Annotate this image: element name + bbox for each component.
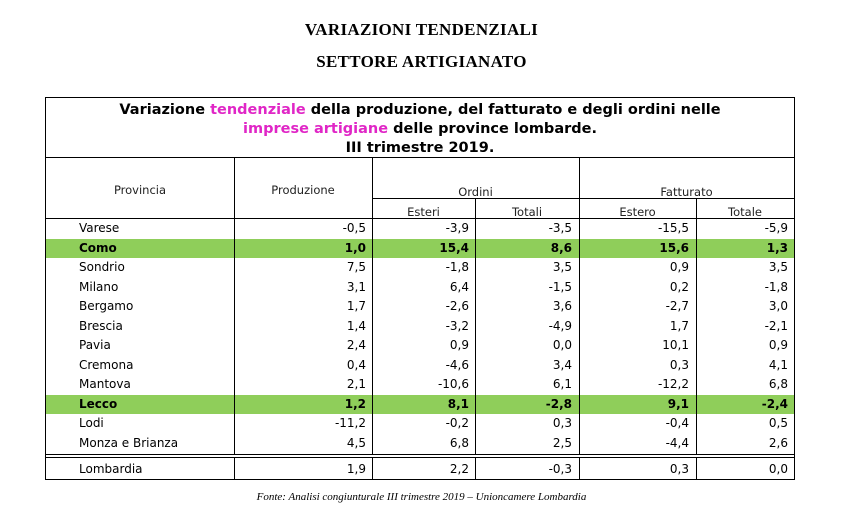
column-divider: [234, 158, 235, 218]
column-divider: [234, 218, 235, 455]
value-ordini-esteri: -10,6: [437, 377, 469, 391]
value-produzione: 2,4: [346, 338, 366, 352]
value-ordini-totali: -3,5: [548, 221, 572, 235]
caption-part: della produzione, del fatturato e degli ordini nelle: [305, 102, 721, 118]
value-produzione: 1,0: [344, 240, 366, 255]
province-name: Lecco: [79, 396, 118, 411]
caption-highlight: imprese artigiane: [243, 121, 389, 137]
column-divider: [372, 158, 373, 218]
value-ordini-esteri: 8,1: [447, 396, 469, 411]
province-name: Milano: [79, 279, 119, 294]
province-name: Mantova: [79, 377, 131, 391]
province-name: Pavia: [79, 338, 111, 352]
total-separator: [46, 457, 794, 458]
value-produzione: 7,5: [346, 260, 366, 274]
table-row: [46, 356, 794, 376]
value-fatturato-totale: -5,9: [764, 221, 788, 235]
province-name: Lodi: [79, 416, 104, 430]
value-produzione: -11,2: [334, 416, 366, 430]
table-row: [46, 336, 794, 356]
value-fatturato-totale: -1,8: [764, 279, 788, 294]
source-footnote: Fonte: Analisi congiunturale III trimestre 2019 – Unioncamere Lombardia: [256, 491, 587, 503]
value-ordini-totali: 3,4: [552, 357, 572, 372]
value-fatturato-totale: 0,9: [768, 338, 788, 352]
value-produzione: 1,2: [344, 396, 366, 411]
value-ordini-totali: 0,0: [552, 338, 572, 352]
value-fatturato-estero: 10,1: [662, 338, 689, 352]
value-ordini-totali: -2,8: [545, 396, 572, 411]
value-ordini-esteri: 6,4: [449, 279, 469, 294]
value-fatturato-totale: 2,6: [768, 435, 788, 450]
value-ordini-esteri: -3,2: [445, 318, 469, 333]
column-divider: [475, 198, 476, 218]
value-produzione: 2,1: [346, 377, 366, 391]
value-fatturato-totale: -2,4: [761, 396, 788, 411]
value-fatturato-estero: 0,9: [669, 260, 689, 274]
value-ordini-totali: 3,5: [552, 260, 572, 274]
value-produzione: 4,5: [346, 435, 366, 450]
header-produzione: Produzione: [271, 183, 335, 197]
value-fatturato-estero: 9,1: [667, 396, 689, 411]
table-row: [46, 395, 794, 415]
value-ordini-totali: 0,3: [552, 416, 572, 430]
table-row: [46, 297, 794, 317]
caption-part: delle province lombarde.: [388, 121, 597, 137]
province-name: Monza e Brianza: [79, 435, 179, 450]
value-fatturato-totale: -2,1: [764, 318, 788, 333]
data-table: [45, 97, 795, 480]
value-produzione: -0,5: [342, 221, 366, 235]
table-row: [46, 317, 794, 337]
table-row: [46, 278, 794, 298]
value-fatturato-totale: 4,1: [768, 357, 788, 372]
header-fatturato-estero: Estero: [619, 205, 656, 219]
header-ordini: Ordini: [458, 185, 493, 199]
value-fatturato-estero: -2,7: [665, 299, 689, 313]
province-name: Como: [79, 240, 117, 255]
value-ordini-esteri: 15,4: [439, 240, 469, 255]
value-fatturato-estero: -15,5: [657, 221, 689, 235]
value-ordini-esteri: -0,2: [445, 416, 469, 430]
value-produzione: 1,7: [346, 299, 366, 313]
value-ordini-totali: -0,3: [548, 462, 572, 476]
value-ordini-totali: 3,6: [552, 299, 572, 313]
header-fatturato-totale: Totale: [728, 205, 762, 219]
header-ordini-esteri: Esteri: [407, 205, 440, 219]
value-ordini-totali: -4,9: [548, 318, 572, 333]
value-ordini-esteri: 0,9: [449, 338, 469, 352]
header-provincia: Provincia: [113, 183, 167, 197]
caption-part: Variazione: [119, 102, 211, 118]
value-ordini-totali: 2,5: [552, 435, 572, 450]
value-ordini-esteri: 6,8: [449, 435, 469, 450]
value-fatturato-estero: 15,6: [659, 240, 689, 255]
table-row: [46, 434, 794, 454]
column-divider: [696, 218, 697, 455]
column-divider: [579, 158, 580, 218]
value-ordini-esteri: -2,6: [445, 299, 469, 313]
value-ordini-esteri: 2,2: [449, 462, 469, 476]
value-fatturato-estero: -12,2: [657, 377, 689, 391]
province-name: Varese: [79, 221, 120, 235]
table-caption: [46, 98, 794, 158]
value-ordini-totali: -1,5: [548, 279, 572, 294]
value-fatturato-estero: 1,7: [669, 318, 689, 333]
caption-highlight: tendenziale: [210, 102, 306, 118]
caption-part: III trimestre 2019.: [345, 140, 495, 156]
value-fatturato-totale: 1,3: [766, 240, 788, 255]
value-fatturato-totale: 0,5: [768, 416, 788, 430]
table-row: [46, 414, 794, 434]
total-row: [46, 460, 794, 480]
value-produzione: 1,9: [346, 462, 366, 476]
province-name: Bergamo: [79, 299, 134, 313]
header-fatturato: Fatturato: [660, 185, 713, 199]
value-fatturato-totale: 3,5: [768, 260, 788, 274]
value-ordini-esteri: -4,6: [445, 357, 469, 372]
value-fatturato-estero: -4,4: [665, 435, 689, 450]
header-ordini-totali: Totali: [511, 205, 543, 219]
value-ordini-totali: 6,1: [552, 377, 572, 391]
province-name: Sondrio: [79, 260, 125, 274]
province-name: Lombardia: [79, 462, 143, 476]
value-fatturato-estero: 0,2: [669, 279, 689, 294]
value-produzione: 0,4: [346, 357, 366, 372]
table-row: [46, 258, 794, 278]
value-produzione: 1,4: [346, 318, 366, 333]
page-title: VARIAZIONI TENDENZIALI: [304, 20, 539, 39]
value-ordini-esteri: -3,9: [445, 221, 469, 235]
column-divider: [475, 218, 476, 455]
column-divider: [372, 218, 373, 455]
column-divider: [696, 198, 697, 218]
column-divider: [579, 218, 580, 455]
value-fatturato-estero: -0,4: [665, 416, 689, 430]
province-name: Brescia: [79, 318, 123, 333]
value-fatturato-totale: 6,8: [768, 377, 788, 391]
value-fatturato-totale: 3,0: [768, 299, 788, 313]
value-produzione: 3,1: [346, 279, 366, 294]
province-name: Cremona: [79, 357, 134, 372]
table-row: [46, 219, 794, 239]
value-ordini-totali: 8,6: [550, 240, 572, 255]
value-fatturato-estero: 0,3: [669, 357, 689, 372]
page-subtitle: SETTORE ARTIGIANATO: [316, 52, 527, 71]
value-fatturato-totale: 0,0: [768, 462, 788, 476]
table-row: [46, 239, 794, 259]
header-divider: [372, 198, 794, 199]
value-ordini-esteri: -1,8: [445, 260, 469, 274]
total-separator: [46, 454, 794, 455]
value-fatturato-estero: 0,3: [669, 462, 689, 476]
table-row: [46, 375, 794, 395]
